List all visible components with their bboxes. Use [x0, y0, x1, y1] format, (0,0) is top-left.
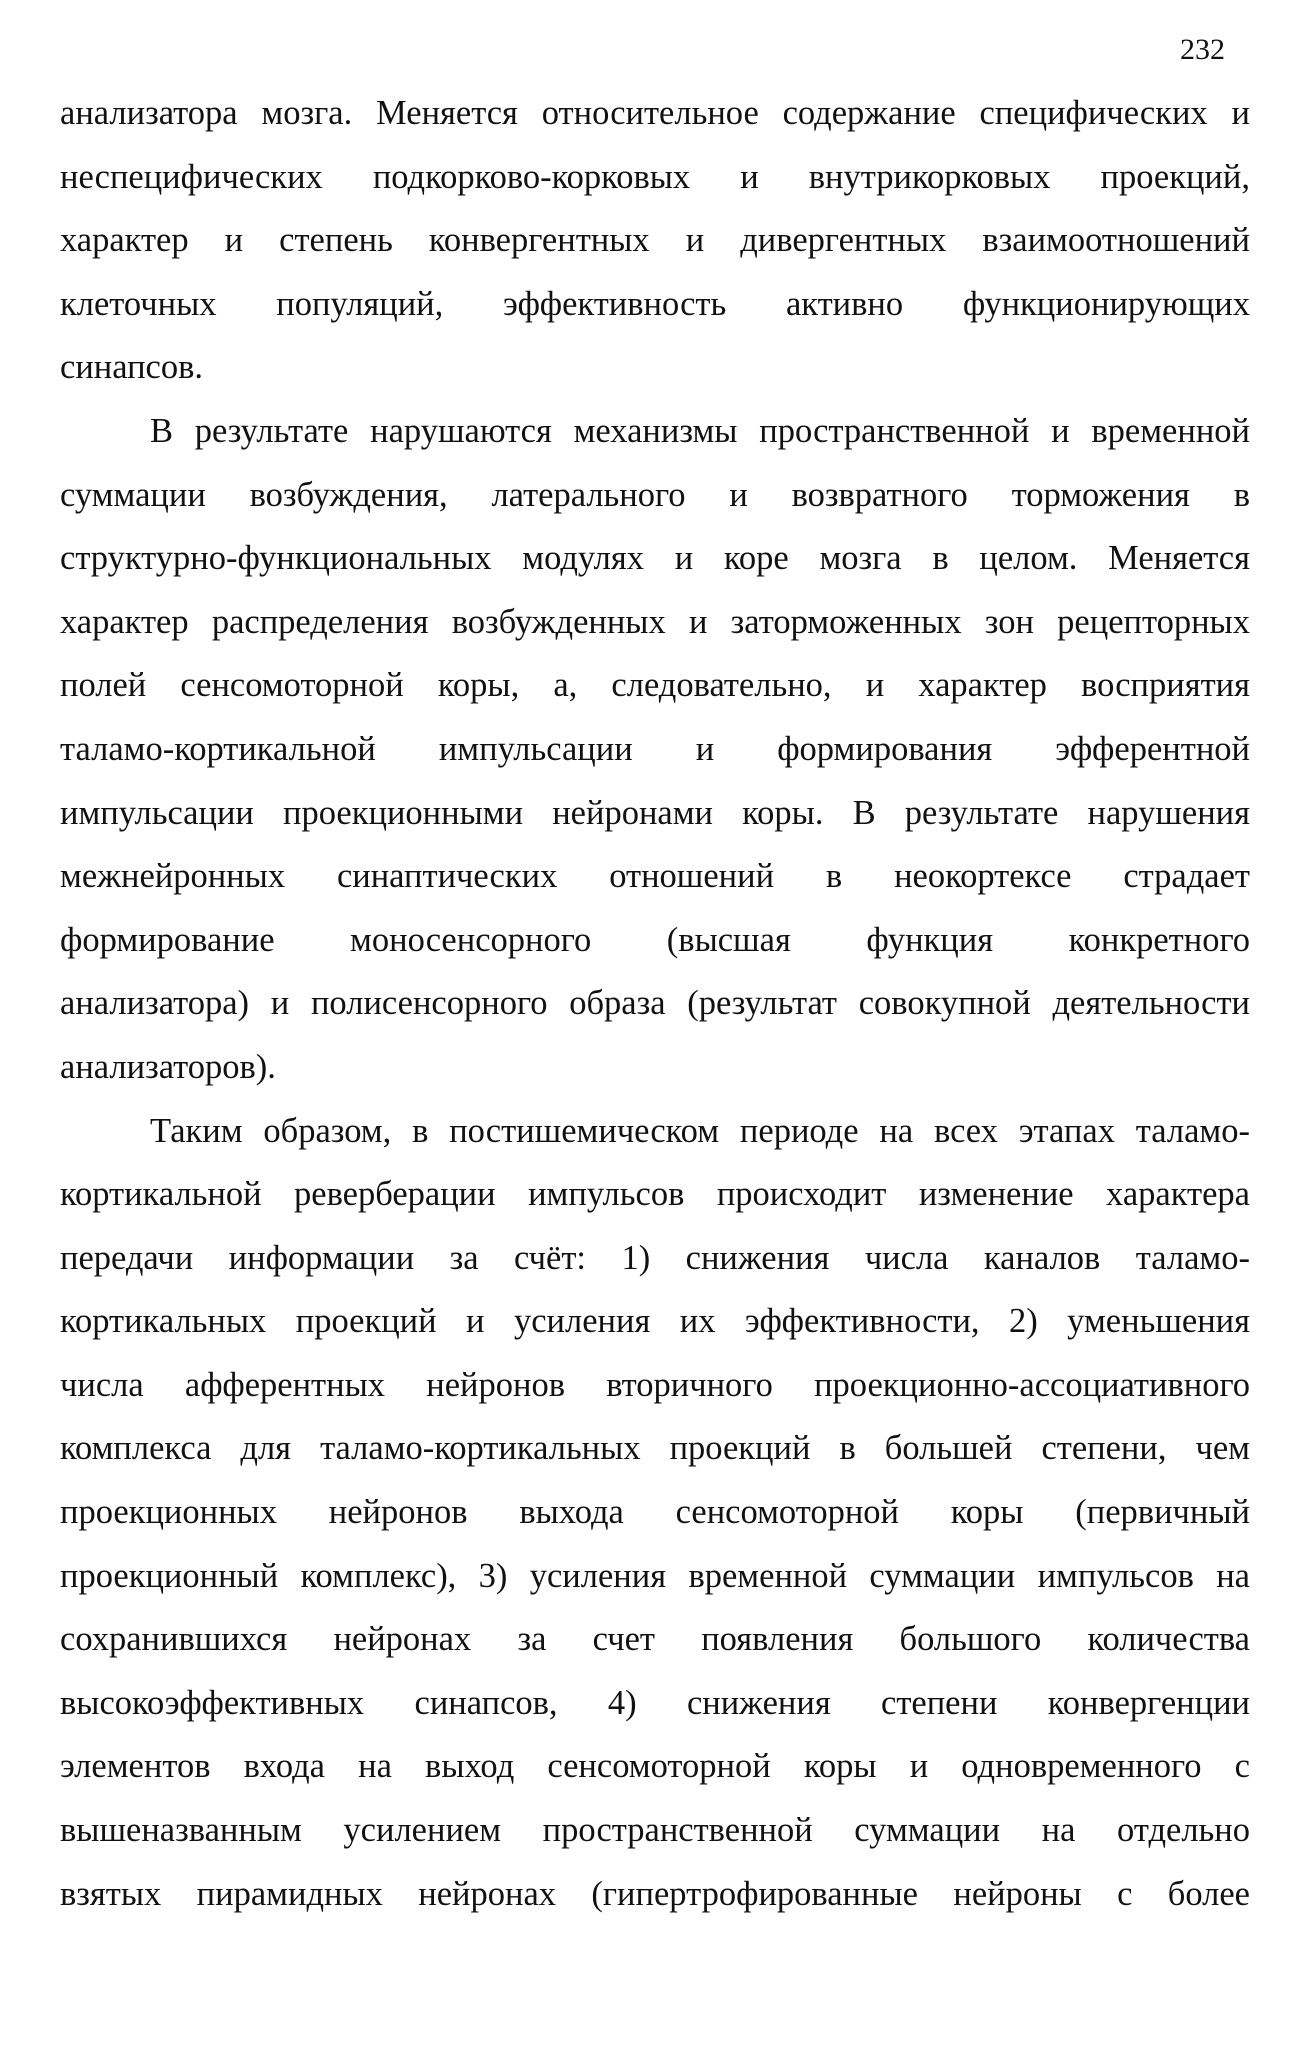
text-line: межнейронных синаптических отношений в неокортексе страдает	[60, 857, 1250, 896]
text-line: взятых пирамидных нейронах (гипертрофированные нейроны с более	[60, 1874, 1250, 1913]
text-line: синапсов.	[60, 348, 204, 387]
text-line: комплекса для таламо-кортикальных проекций в большей степени, чем	[60, 1429, 1250, 1468]
text-line: проекционный комплекс), 3) усиления временной суммации импульсов на	[60, 1556, 1250, 1595]
text-line: передачи информации за счёт: 1) снижения числа каналов таламо-	[60, 1238, 1250, 1277]
text-line: анализатора) и полисенсорного образа (результат совокупной деятельности	[60, 984, 1250, 1023]
text-line: В результате нарушаются механизмы пространственной и временной	[150, 411, 1250, 450]
text-line: полей сенсомоторной коры, а, следовательно, и характер восприятия	[60, 666, 1250, 705]
text-line: проекционных нейронов выхода сенсомоторной коры (первичный	[60, 1493, 1250, 1532]
text-line: суммации возбуждения, латерального и возвратного торможения в	[60, 475, 1250, 514]
text-line: анализатора мозга. Меняется относительное содержание специфических и	[60, 94, 1250, 132]
text-line: структурно-функциональных модулях и коре мозга в целом. Меняется	[60, 539, 1250, 578]
text-line: кортикальной реверберации импульсов происходит изменение характера	[60, 1175, 1250, 1214]
text-line: сохранившихся нейронах за счет появления большого количества	[60, 1620, 1250, 1659]
text-line: таламо-кортикальной импульсации и формирования эфферентной	[60, 729, 1250, 768]
document-body	[60, 82, 1250, 1926]
text-line: неспецифических подкорково-корковых и внутрикорковых проекций,	[60, 157, 1250, 196]
text-line: характер распределения возбужденных и заторможенных зон рецепторных	[60, 602, 1250, 641]
text-line: высокоэффективных синапсов, 4) снижения степени конвергенции	[60, 1683, 1250, 1722]
text-line: клеточных популяций, эффективность активно функционирующих	[60, 284, 1250, 323]
text-line: кортикальных проекций и усиления их эффективности, 2) уменьшения	[60, 1302, 1250, 1341]
page-number: 232	[1180, 33, 1225, 66]
text-line: характер и степень конвергентных и дивергентных взаимоотношений	[60, 221, 1250, 260]
text-line: импульсации проекционными нейронами коры. В результате нарушения	[60, 793, 1250, 832]
text-line: Таким образом, в постишемическом периоде на всех этапах таламо-	[150, 1111, 1250, 1150]
text-line: числа афферентных нейронов вторичного проекционно-ассоциативного	[60, 1365, 1250, 1404]
text-line: вышеназванным усилением пространственной суммации на отдельно	[60, 1811, 1250, 1850]
text-line: элементов входа на выход сенсомоторной коры и одновременного с	[60, 1747, 1250, 1786]
text-line: формирование моносенсорного (высшая функция конкретного	[60, 920, 1250, 959]
text-line: анализаторов).	[60, 1047, 276, 1086]
